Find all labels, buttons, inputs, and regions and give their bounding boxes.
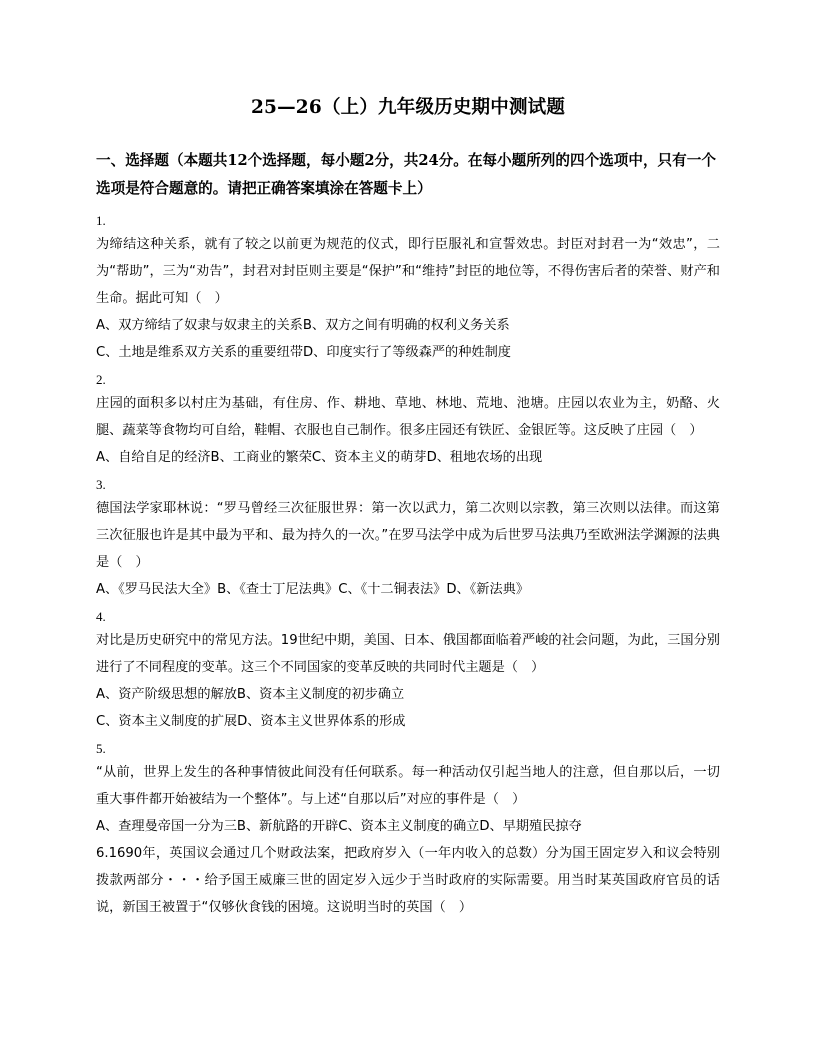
question-options-line: C、土地是维系双方关系的重要纽带D、印度实行了等级森严的种姓制度 bbox=[96, 345, 511, 360]
question-stem: 6.1690年，英国议会通过几个财政法案，把政府岁入（一年内收入的总数）分为国王固定岁入和议会特别拨款两部分・・・给予国王威廉三世的固定岁入远少于当时政府的实际需要。用当时某英国政府官员的话说，新国王被置于“仅够伙食钱的困境。这说明当时的英国（ ） bbox=[96, 846, 720, 915]
question-stem: “从前，世界上发生的各种事情彼此间没有任何联系。每一种活动仅引起当地人的注意，但自那以后，一切重大事件都开始被结为一个整体”。与上述“自那以后”对应的事件是（ ） bbox=[96, 765, 720, 807]
question-5 bbox=[96, 738, 720, 840]
question-stem: 庄园的面积多以村庄为基础，有住房、作、耕地、草地、林地、荒地、池塘。庄园以农业为主，奶酪、火腿、蔬菜等食物均可自给，鞋帽、衣服也自己制作。很多庄园还有铁匠、金银匠等。这反映了庄园（ ） bbox=[96, 396, 720, 438]
question-options-line: A、双方缔结了奴隶与奴隶主的关系B、双方之间有明确的权利义务关系 bbox=[96, 318, 510, 333]
question-options-line: A、自给自足的经济B、工商业的繁荣C、资本主义的萌芽D、租地农场的出现 bbox=[96, 450, 543, 465]
question-3 bbox=[96, 474, 720, 603]
question-number: 2. bbox=[96, 372, 106, 387]
question-2 bbox=[96, 369, 720, 471]
section-heading: 一、选择题（本题共12个选择题，每小题2分，共24分。在每小题所列的四个选项中，只有一个选项是符合题意的。请把正确答案填涂在答题卡上） bbox=[96, 152, 716, 197]
question-4 bbox=[96, 606, 720, 735]
question-options-line: C、资本主义制度的扩展D、资本主义世界体系的形成 bbox=[96, 714, 406, 729]
question-options-line: A、查理曼帝国一分为三B、新航路的开辟C、资本主义制度的确立D、早期殖民掠夺 bbox=[96, 819, 582, 834]
question-stem: 为缔结这种关系，就有了较之以前更为规范的仪式，即行臣服礼和宣誓效忠。封臣对封君一为“效忠”，二为“帮助”，三为“劝告”，封君对封臣则主要是“保护”和“维持”封臣的地位等，不得伤害后者的荣誉、财产和生命。据此可知（ ） bbox=[96, 237, 720, 306]
question-options-line: A、资产阶级思想的解放B、资本主义制度的初步确立 bbox=[96, 687, 405, 702]
question-number: 4. bbox=[96, 609, 106, 624]
page-title: 25—26（上）九年级历史期中测试题 bbox=[250, 97, 566, 118]
question-1 bbox=[96, 210, 720, 366]
question-6 bbox=[96, 840, 720, 921]
question-stem: 德国法学家耶林说：“罗马曾经三次征服世界：第一次以武力，第二次则以宗教，第三次则以法律。而这第三次征服也许是其中最为平和、最为持久的一次。”在罗马法学中成为后世罗马法典乃至欧洲法学渊源的法典是（ ） bbox=[96, 501, 720, 570]
question-number: 3. bbox=[96, 477, 106, 492]
question-number: 1. bbox=[96, 213, 106, 228]
question-stem: 对比是历史研究中的常见方法。19世纪中期，美国、日本、俄国都面临着严峻的社会问题，为此，三国分别进行了不同程度的变革。这三个不同国家的变革反映的共同时代主题是（ ） bbox=[96, 633, 720, 675]
question-options-line: A、《罗马民法大全》B、《查士丁尼法典》C、《十二铜表法》D、《新法典》 bbox=[96, 582, 530, 597]
exam-page bbox=[96, 96, 720, 921]
question-number: 5. bbox=[96, 741, 106, 756]
